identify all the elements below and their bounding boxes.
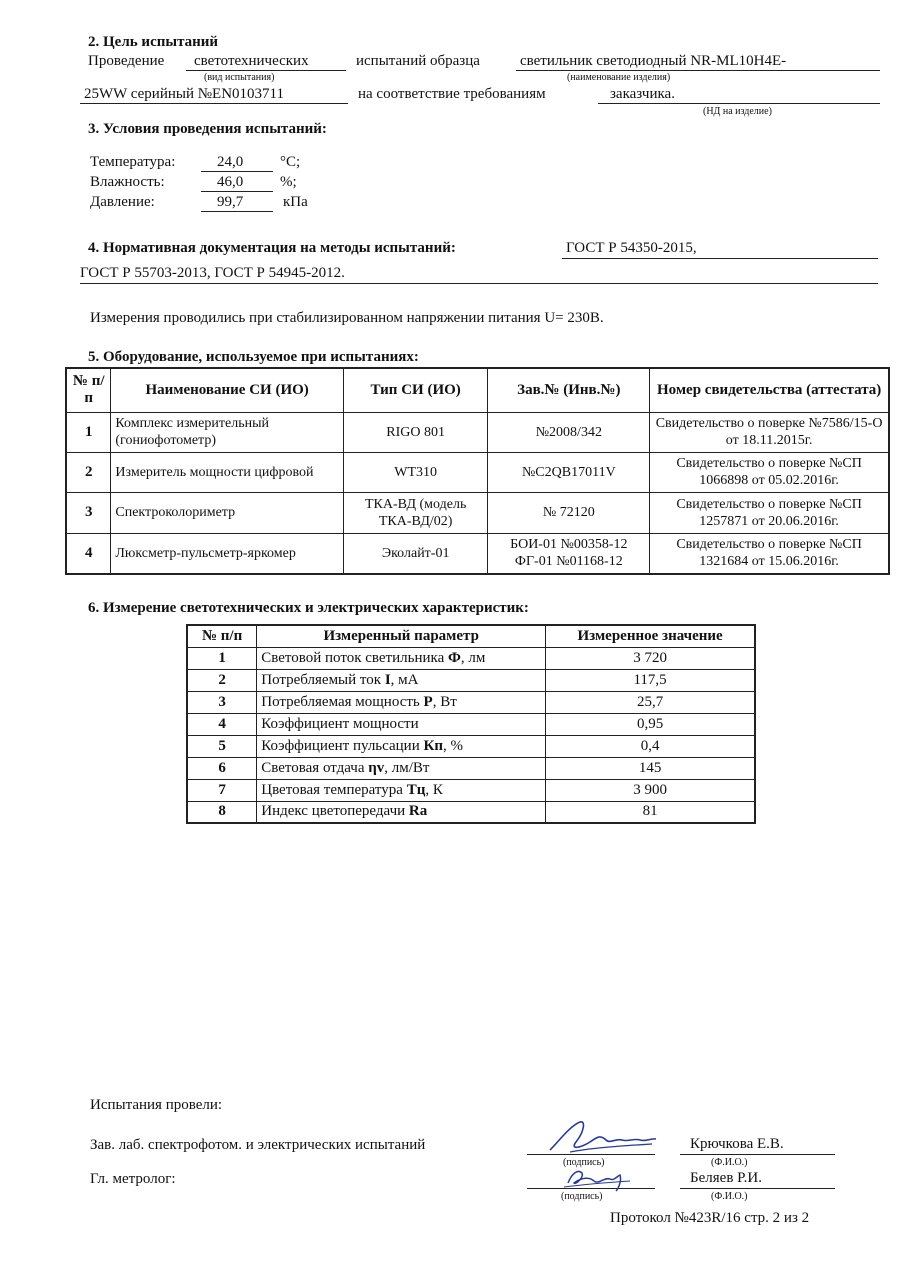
measurement-param [257, 801, 546, 823]
param-text: Индекс цветопередачи [261, 803, 409, 820]
table-row [187, 647, 755, 669]
param-unit: , Вт [432, 693, 457, 710]
param-unit: , % [443, 737, 464, 754]
equipment-table [65, 367, 890, 575]
measurement-num: 6 [187, 757, 257, 779]
param-text: Потребляемая мощность [261, 693, 424, 710]
equipment-num: 3 [66, 492, 111, 533]
measurement-value: 81 [546, 801, 755, 823]
table-row [187, 669, 755, 691]
equipment-serial: № 72120 [488, 492, 650, 533]
equipment-cert: Свидетельство о поверке №7586/15-О от 18.11.2015г. [650, 412, 889, 452]
param-text: Цветовая температура [261, 781, 407, 798]
fio2-caption: (Ф.И.О.) [711, 1191, 748, 1202]
table-row [187, 735, 755, 757]
pressure-value: 99,7 [217, 194, 244, 210]
section-3-heading: 3. Условия проведения испытаний: [88, 121, 327, 137]
table-row [66, 452, 889, 492]
table-row [66, 492, 889, 533]
section-4-heading: 4. Нормативная документация на методы испытаний: [88, 240, 456, 256]
measurement-num: 2 [187, 669, 257, 691]
measurement-param [257, 779, 546, 801]
equipment-header-num: № п/п [66, 368, 111, 412]
equipment-cert: Свидетельство о поверке №СП 1257871 от 20.06.2016г. [650, 492, 889, 533]
measurement-header-row [187, 625, 755, 647]
voltage-note: Измерения проводились при стабилизированном напряжении питания U= 230В. [90, 310, 604, 326]
signature1-icon [540, 1112, 665, 1162]
test-type-value: светотехнических [194, 53, 309, 69]
measurement-header-param: Измеренный параметр [257, 625, 546, 647]
param-symbol: I [384, 671, 391, 688]
measurement-header-num: № п/п [187, 625, 257, 647]
table-row [187, 757, 755, 779]
param-symbol: P [423, 693, 433, 710]
section-6-heading: 6. Измерение светотехнических и электрических характеристик: [88, 600, 529, 616]
serial-number-value: 25WW серийный №EN0103711 [84, 86, 284, 102]
pressure-unit: кПа [283, 194, 308, 210]
measurement-num: 7 [187, 779, 257, 801]
measurement-param [257, 713, 546, 735]
param-text: Световой поток светильника [261, 649, 448, 666]
conducted-by-label: Испытания провели: [90, 1097, 223, 1113]
measurement-table [186, 624, 756, 824]
signature1-caption: (подпись) [563, 1157, 605, 1168]
param-symbol: ηv [368, 759, 385, 776]
compliance-text: на соответствие требованиям [358, 86, 546, 102]
param-unit: , лм [460, 649, 486, 666]
measurement-value: 117,5 [546, 669, 755, 691]
humidity-value: 46,0 [217, 174, 244, 190]
measurement-header-value: Измеренное значение [546, 625, 755, 647]
measurement-num: 8 [187, 801, 257, 823]
measurement-num: 5 [187, 735, 257, 757]
table-row [187, 713, 755, 735]
humidity-label: Влажность: [90, 174, 165, 190]
param-text: Коэффициент мощности [261, 715, 419, 732]
method-docs-line2: ГОСТ Р 55703-2013, ГОСТ Р 54945-2012. [80, 265, 345, 281]
signature2-caption: (подпись) [561, 1191, 603, 1202]
param-text: Световая отдача [261, 759, 369, 776]
table-row [187, 691, 755, 713]
equipment-serial: №2008/342 [488, 412, 650, 452]
fio1-caption: (Ф.И.О.) [711, 1157, 748, 1168]
signer1-role: Зав. лаб. спектрофотом. и электрических испытаний [90, 1137, 426, 1153]
equipment-name: Комплекс измерительный (гониофотометр) [111, 412, 343, 452]
table-row [187, 779, 755, 801]
pressure-label: Давление: [90, 194, 155, 210]
param-symbol: Кп [423, 737, 444, 754]
temperature-unit: °С; [280, 154, 301, 170]
section-2-heading: 2. Цель испытаний [88, 34, 219, 50]
param-symbol: Тц [406, 781, 426, 798]
param-text: Потребляемый ток [261, 671, 385, 688]
temperature-label: Температура: [90, 154, 176, 170]
measurement-param [257, 691, 546, 713]
purpose-middle: испытаний образца [356, 53, 480, 69]
param-text: Коэффициент пульсации [261, 737, 424, 754]
equipment-type: ТКА-ВД (модель ТКА-ВД/02) [343, 492, 488, 533]
section-5-heading: 5. Оборудование, используемое при испытаниях: [88, 349, 419, 365]
signer1-name: Крючкова Е.В. [690, 1136, 784, 1152]
product-caption: (наименование изделия) [567, 72, 671, 83]
signer2-role: Гл. метролог: [90, 1171, 176, 1187]
equipment-header-type: Тип СИ (ИО) [343, 368, 488, 412]
product-name-value: светильник светодиодный NR-ML10H4E- [520, 53, 787, 69]
measurement-param [257, 757, 546, 779]
measurement-num: 1 [187, 647, 257, 669]
table-row [187, 801, 755, 823]
measurement-value: 3 900 [546, 779, 755, 801]
equipment-header-cert: Номер свидетельства (аттестата) [650, 368, 889, 412]
humidity-unit: %; [280, 174, 297, 190]
measurement-value: 3 720 [546, 647, 755, 669]
test-type-caption: (вид испытания) [204, 72, 275, 83]
equipment-header-row [66, 368, 889, 412]
nd-caption: (НД на изделие) [703, 106, 772, 117]
measurement-param [257, 735, 546, 757]
param-symbol: Ф [447, 649, 461, 666]
equipment-num: 2 [66, 452, 111, 492]
customer-requirement-value: заказчика. [610, 86, 675, 102]
temperature-value: 24,0 [217, 154, 244, 170]
protocol-page-number: Протокол №423R/16 стр. 2 из 2 [610, 1210, 810, 1226]
measurement-value: 0,4 [546, 735, 755, 757]
purpose-prefix: Проведение [88, 53, 165, 69]
equipment-cert: Свидетельство о поверке №СП 1321684 от 15.06.2016г. [650, 533, 889, 574]
table-row [66, 533, 889, 574]
equipment-name: Люксметр-пульсметр-яркомер [111, 533, 343, 574]
measurement-param [257, 647, 546, 669]
equipment-name: Спектроколориметр [111, 492, 343, 533]
param-unit: , К [425, 781, 443, 798]
param-unit: , мА [390, 671, 419, 688]
equipment-num: 4 [66, 533, 111, 574]
equipment-serial: №C2QB17011V [488, 452, 650, 492]
param-unit: , лм/Вт [384, 759, 430, 776]
equipment-type: Эколайт-01 [343, 533, 488, 574]
method-docs-line1: ГОСТ Р 54350-2015, [566, 240, 697, 256]
measurement-param [257, 669, 546, 691]
equipment-type: RIGO 801 [343, 412, 488, 452]
measurement-num: 4 [187, 713, 257, 735]
measurement-num: 3 [187, 691, 257, 713]
measurement-value: 145 [546, 757, 755, 779]
equipment-name: Измеритель мощности цифровой [111, 452, 343, 492]
signer2-name: Беляев Р.И. [690, 1170, 762, 1186]
measurement-value: 25,7 [546, 691, 755, 713]
equipment-serial: БОИ-01 №00358-12 ФГ-01 №01168-12 [488, 533, 650, 574]
table-row [66, 412, 889, 452]
equipment-cert: Свидетельство о поверке №СП 1066898 от 05.02.2016г. [650, 452, 889, 492]
equipment-header-serial: Зав.№ (Инв.№) [488, 368, 650, 412]
equipment-num: 1 [66, 412, 111, 452]
equipment-type: WT310 [343, 452, 488, 492]
param-symbol: Ra [408, 803, 428, 820]
equipment-header-name: Наименование СИ (ИО) [111, 368, 343, 412]
measurement-value: 0,95 [546, 713, 755, 735]
